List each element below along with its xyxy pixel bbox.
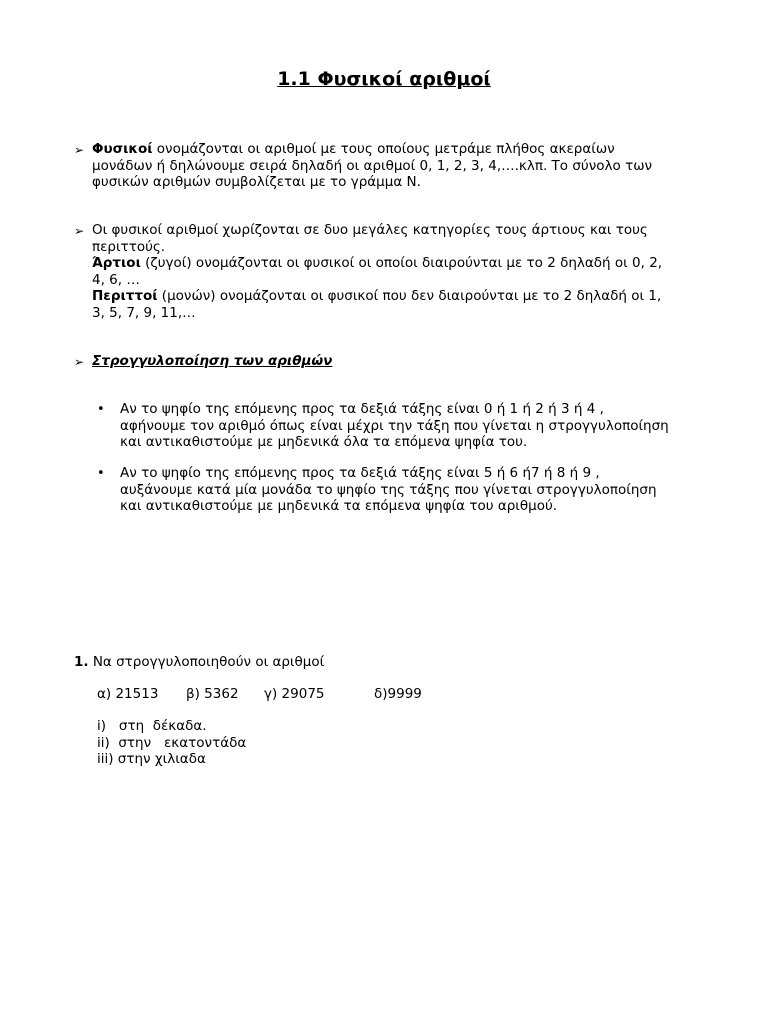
exercise-part-ii: ii) στην εκατοντάδα [97, 734, 247, 751]
rounding-rule-up: Αν το ψηφίο της επόμενης προς τα δεξιά τάξης είναι 5 ή 6 ή7 ή 8 ή 9 , αυξάνουμε κατά μία μονάδα το ψηφίο της τάξης που γίνεται στρογγυλοποίηση και αντικαθιστούμε με μηδενικά τα επόμενα ψηφία του αριθμού. [120, 465, 657, 514]
rounding-rule-down: Αν το ψηφίο της επόμενης προς τα δεξιά τάξης είναι 0 ή 1 ή 2 ή 3 ή 4 , αφήνουμε τον αριθμό όπως είναι μέχρι την τάξη που γίνεται η στρογγυλοποίηση και αντικαθιστούμε με μηδενικά όλα τα επόμενα ψηφία του. [120, 401, 669, 450]
arrow-bullet-icon: ➢ [74, 355, 85, 369]
rounding-heading: Στρογγυλοποίηση των αριθμών [92, 353, 333, 369]
exercise-item-d: δ)9999 [374, 686, 422, 702]
page-title: 1.1 Φυσικοί αριθμοί [277, 68, 491, 90]
bullet-dot-icon: • [97, 466, 105, 481]
bullet-dot-icon: • [97, 402, 105, 417]
natural-numbers-definition: Φυσικοί ονομάζονται οι αριθμοί με τους οποίους μετράμε πλήθος ακεραίων μονάδων ή δηλώνουμε σειρά δηλαδή οι αριθμοί 0, 1, 2, 3, 4,….κλπ. Το σύνολο των φυσικών αριθμών συμβολίζεται με το γράμμα Ν. [92, 141, 653, 190]
even-odd-paragraph: Οι φυσικοί αριθμοί χωρίζονται σε δυο μεγάλες κατηγορίες τους άρτιους και τους περιττούς. Άρτιοι (ζυγοί) ονομάζονται οι φυσικοί οι οποίοι διαιρούνται με το 2 δηλαδή οι 0, 2, 4, 6, … Περιττοί (μονών) ονομάζονται οι φυσικοί που δεν διαιρούνται με το 2 δηλαδή οι 1, 3, 5, 7, 9, 11,… [92, 222, 663, 321]
exercise-part-iii: iii) στην χιλιαδα [97, 751, 206, 767]
arrow-bullet-icon: ➢ [74, 224, 85, 238]
arrow-bullet-icon: ➢ [74, 143, 85, 157]
exercise-prompt: 1. Να στρογγυλοποιηθούν οι αριθμοί [74, 654, 325, 670]
exercise-item-c: γ) 29075 [264, 686, 325, 702]
exercise-item-b: β) 5362 [186, 686, 239, 702]
term-natural: Φυσικοί [92, 141, 153, 157]
exercise-part-i: i) στη δέκαδα. [97, 718, 207, 734]
exercise-number: 1. [74, 654, 89, 670]
term-odd: Περιττοί [92, 288, 158, 304]
exercise-parts [97, 718, 246, 768]
exercise-item-a: α) 21513 [97, 686, 159, 702]
term-even: Άρτιοι [92, 255, 141, 271]
